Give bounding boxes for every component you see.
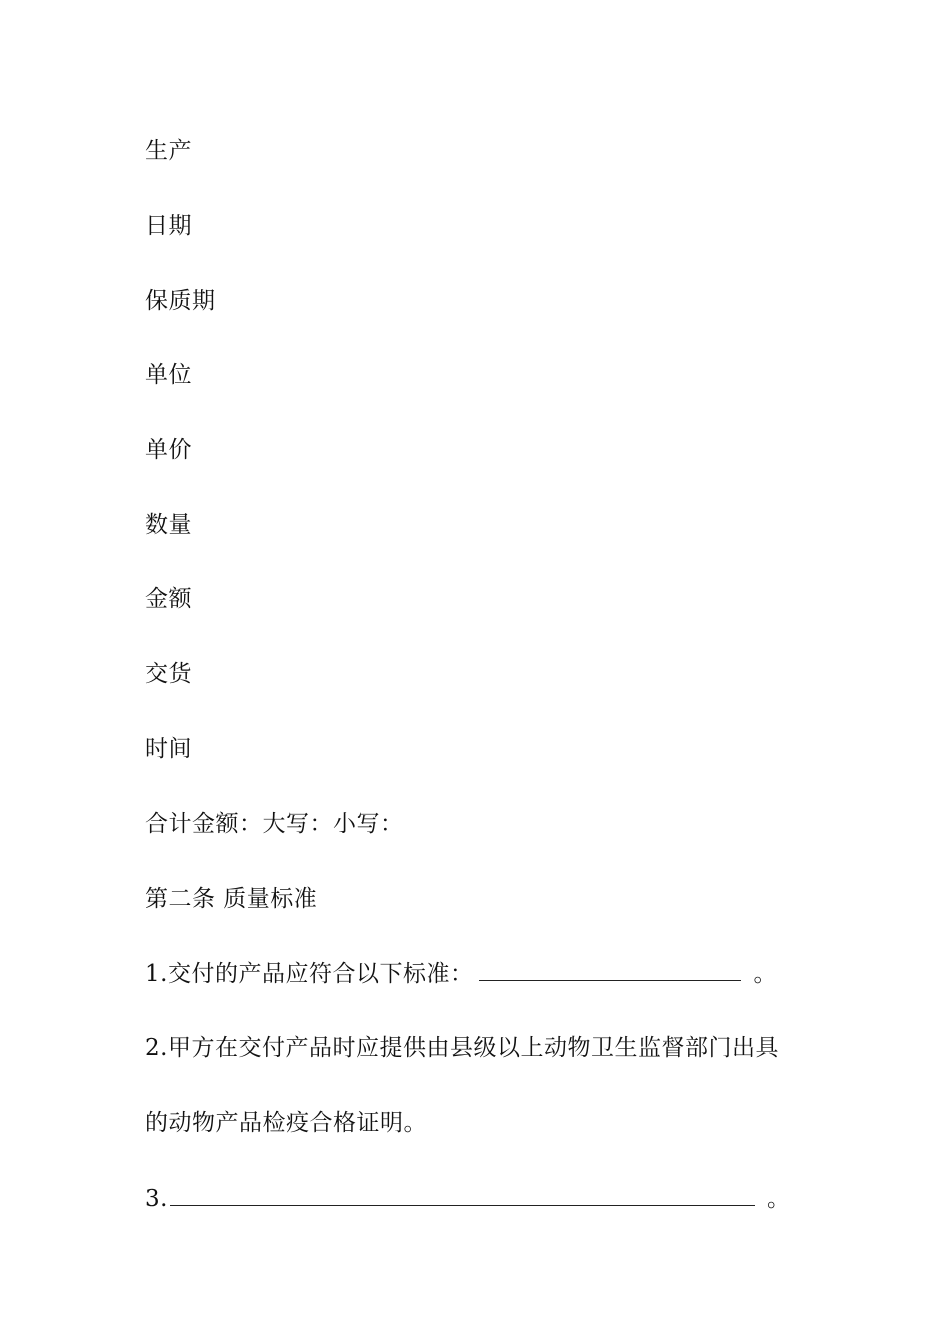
label-quantity: 数量 bbox=[145, 512, 192, 538]
clause-3 bbox=[145, 1183, 790, 1214]
clause-1 bbox=[145, 958, 776, 989]
total-amount-line: 合计金额：大写：小写： bbox=[145, 811, 404, 837]
label-shelf-life: 保质期 bbox=[145, 288, 216, 314]
clause-1-text: 1.交付的产品应符合以下标准： bbox=[145, 961, 474, 987]
label-amount: 金额 bbox=[145, 586, 192, 612]
fill-in-blank[interactable] bbox=[170, 1183, 755, 1206]
label-time: 时间 bbox=[145, 736, 192, 762]
clause-3-number: 3. bbox=[145, 1186, 168, 1212]
label-unit-price: 单价 bbox=[145, 437, 192, 463]
label-unit: 单位 bbox=[145, 362, 192, 388]
label-delivery: 交货 bbox=[145, 661, 192, 687]
label-production: 生产 bbox=[145, 138, 192, 164]
clause-1-period: 。 bbox=[753, 961, 777, 987]
clause-2-line-1: 2.甲方在交付产品时应提供由县级以上动物卫生监督部门出具 bbox=[145, 1035, 779, 1061]
fill-in-blank[interactable] bbox=[479, 958, 741, 981]
article-title: 第二条 质量标准 bbox=[145, 886, 318, 912]
clause-3-period: 。 bbox=[766, 1186, 790, 1212]
label-date: 日期 bbox=[145, 213, 192, 239]
clause-2-line-2: 的动物产品检疫合格证明。 bbox=[145, 1110, 427, 1136]
